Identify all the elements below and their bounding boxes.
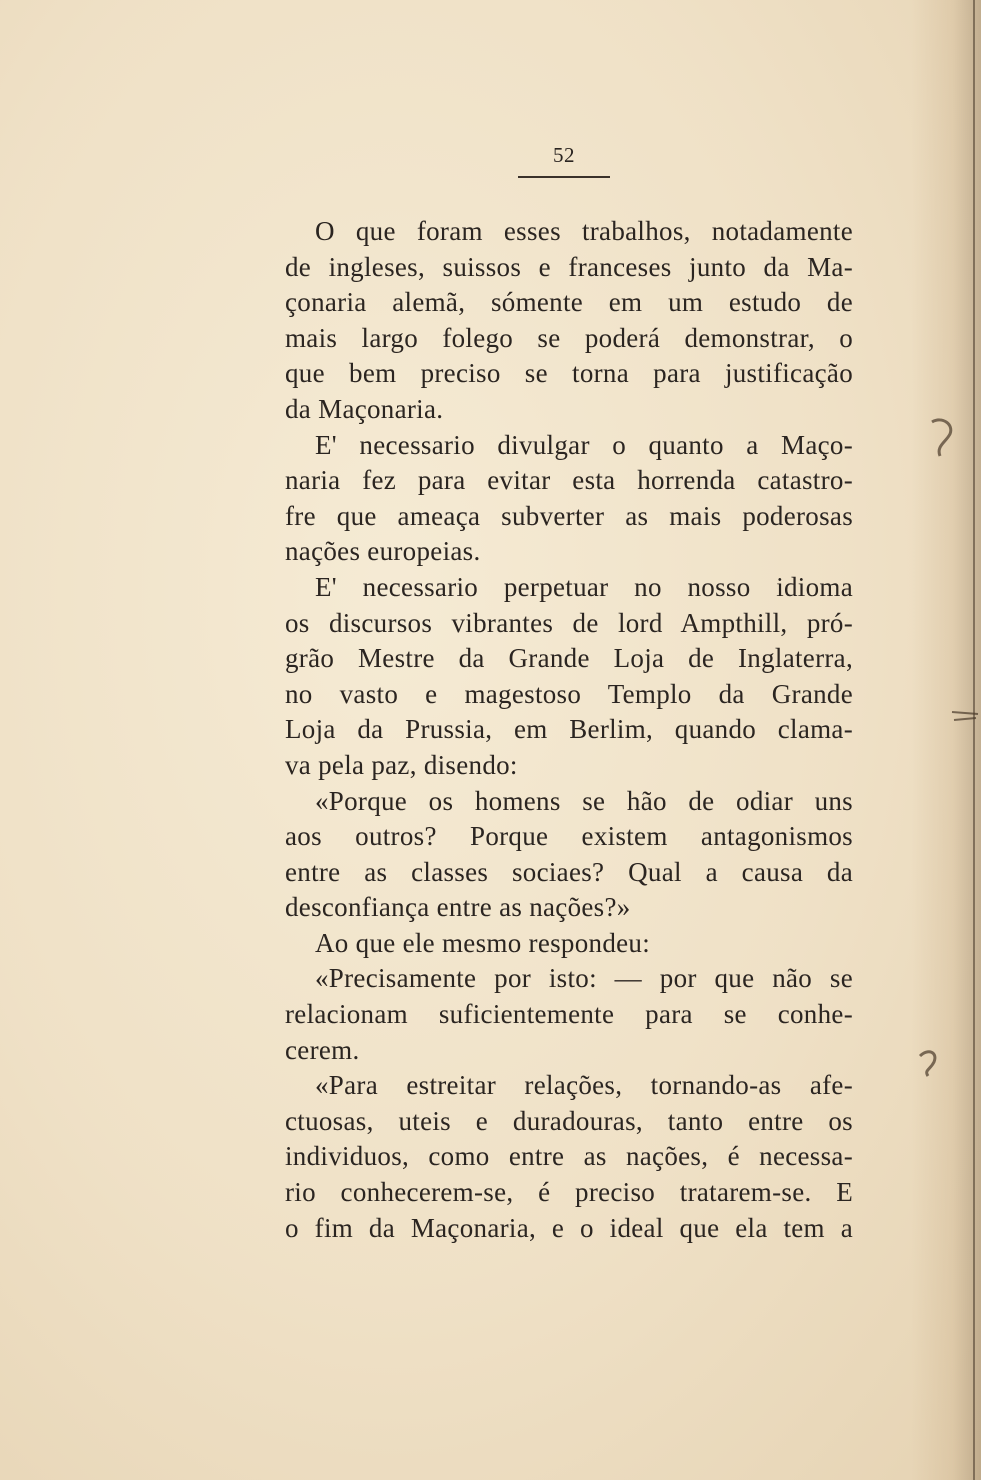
text-line: çonaria alemã, sómente em um estudo de [285,287,853,318]
text-line: nações europeias. [285,536,481,567]
text-line: entre as classes sociaes? Qual a causa da [285,856,853,887]
text-line: da Maçonaria. [285,393,444,424]
text-line: ctuosas, uteis e duradouras, tanto entre os [285,1105,853,1136]
text-line: que bem preciso se torna para justificação [285,358,853,389]
text-line: Ao que ele mesmo respondeu: [315,927,651,958]
page-number: 52 [553,143,575,167]
text-line: fre que ameaça subverter as mais poderosas [285,500,853,531]
text-line: aos outros? Porque existem antagonismos [285,821,853,852]
page-number-rule [518,176,610,178]
text-line: «Precisamente por isto: — por que não se [315,963,853,994]
text-line: E' necessario divulgar o quanto a Maço- [315,429,853,460]
text-line: O que foram esses trabalhos, notadamente [315,216,853,246]
text-line: individuos, como entre as nações, é necessa- [285,1141,853,1172]
text-line: Loja da Prussia, em Berlim, quando clama- [285,714,853,745]
margin-stain-mark [950,700,980,730]
text-line: os discursos vibrantes de lord Ampthill, pró- [285,607,853,638]
text-line: desconfiança entre as nações?» [285,892,631,923]
text-line: cerem. [285,1034,360,1065]
text-line: o fim da Maçonaria, e o ideal que ela tem a [285,1212,853,1243]
text-line: no vasto e magestoso Templo da Grande [285,678,853,709]
text-line: rio conhecerem-se, é preciso tratarem-se. E [285,1177,853,1208]
text-line: «Para estreitar relações, tornando-as afe- [315,1070,853,1101]
page-edge-line [973,0,975,1480]
body-text [285,214,853,1246]
text-line: de ingleses, suissos e franceses junto da Ma- [285,251,853,282]
text-line: naria fez para evitar esta horrenda catastro- [285,465,853,496]
text-line: «Porque os homens se hão de odiar uns [315,785,853,816]
text-line: va pela paz, disendo: [285,749,518,780]
text-line: mais largo folego se poderá demonstrar, o [285,322,853,353]
text-line: grão Mestre da Grande Loja de Inglaterra, [285,643,853,674]
margin-stain-mark [924,412,964,462]
page-edge-shadow [911,0,981,1480]
margin-stain-mark [910,1042,950,1078]
text-line: E' necessario perpetuar no nosso idioma [315,571,853,602]
text-line: relacionam suficientemente para se conhe- [285,999,853,1030]
